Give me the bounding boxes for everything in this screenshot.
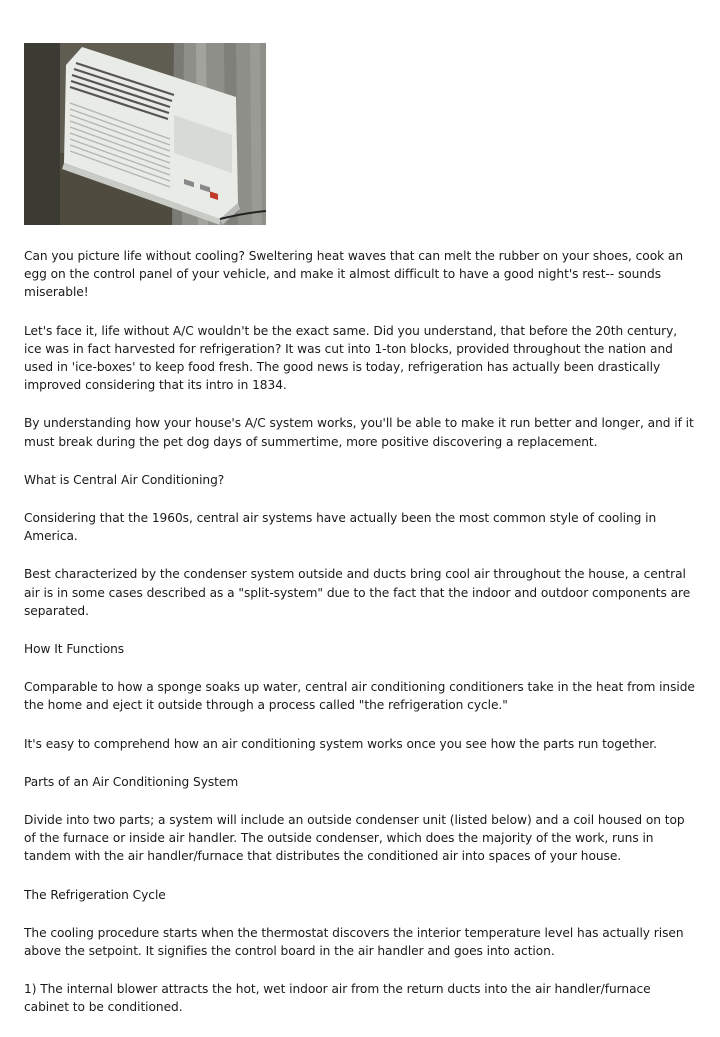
paragraph: The cooling procedure starts when the thermostat discovers the interior temperature level has actually risen above the setpoint. It signifies the control board in the air handler and goes into action. xyxy=(24,925,684,959)
section-heading: How It Functions xyxy=(24,642,125,657)
air-conditioner-photo xyxy=(24,43,266,225)
paragraph: By understanding how your house's A/C system works, you'll be able to make it run better and longer, and if it must break during the pet dog days of summertime, more positive discovering a replacement. xyxy=(24,416,694,449)
paragraph: Can you picture life without cooling? Sweltering heat waves that can melt the rubber on your shoes, cook an egg on the control panel of your vehicle, and make it almost difficult to have a good night's rest-- sounds miserable! xyxy=(24,249,684,300)
paragraph: Divide into two parts; a system will include an outside condenser unit (listed below) and a coil housed on top of the furnace or inside air handler. The outside condenser, which does the majority of the work, runs in tandem with the air handler/furnace that distributes the conditioned air into spaces of your house. xyxy=(24,813,685,864)
paragraph: Comparable to how a sponge soaks up water, central air conditioning conditioners take in the heat from inside the home and eject it outside through a process called "the refrigeration cycle." xyxy=(24,680,695,713)
section-heading: What is Central Air Conditioning? xyxy=(24,472,225,487)
article-body xyxy=(24,247,697,1037)
paragraph: Best characterized by the condenser system outside and ducts bring cool air throughout the house, a central air is in some cases described as a "split-system" due to the fact that the indoor and outdoor components are separated. xyxy=(24,567,691,618)
section-heading: Parts of an Air Conditioning System xyxy=(24,774,239,789)
paragraph: Let's face it, life without A/C wouldn't be the exact same. Did you understand, that before the 20th century, ice was in fact harvested for refrigeration? It was cut into 1-ton blocks, provided throughout the nation and used in 'ice-boxes' to keep food fresh. The good news is today, refrigeration has actually been drastically improved considering that its intro in 1834. xyxy=(24,323,678,393)
paragraph: Considering that the 1960s, central air systems have actually been the most common style of cooling in America. xyxy=(24,511,657,544)
section-heading: The Refrigeration Cycle xyxy=(24,887,166,902)
paragraph: 1) The internal blower attracts the hot, wet indoor air from the return ducts into the air handler/furnace cabinet to be conditioned. xyxy=(24,982,651,1015)
paragraph: It's easy to comprehend how an air conditioning system works once you see how the parts run together. xyxy=(24,736,657,751)
